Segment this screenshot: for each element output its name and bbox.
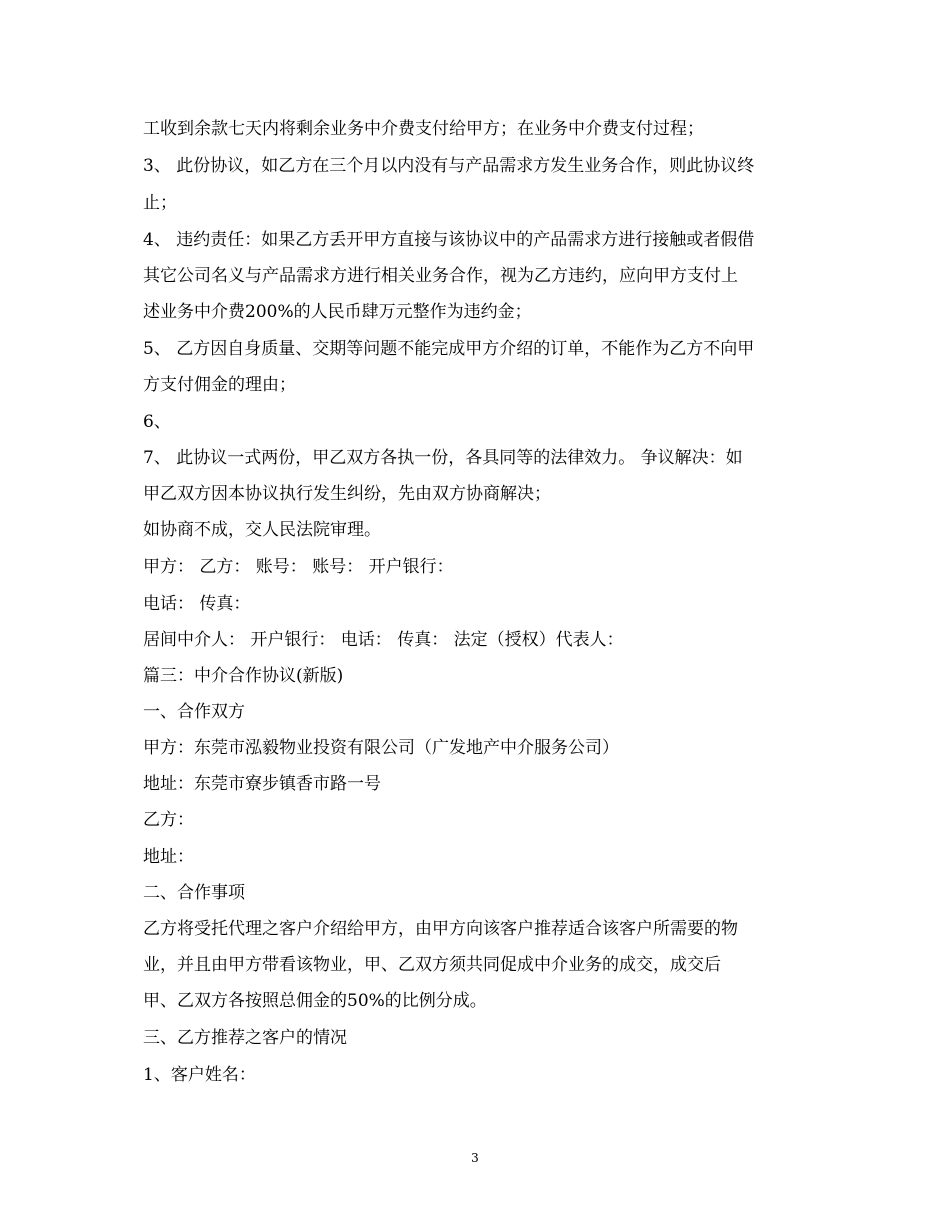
body-line: 甲乙双方因本协议执行发生纠纷，先由双方协商解决；: [143, 484, 551, 504]
body-line: 甲、乙双方各按照总佣金的50%的比例分成。: [143, 991, 487, 1011]
body-line: 甲方： 乙方： 账号： 账号： 开户银行：: [143, 557, 454, 577]
body-line: 5、 乙方因自身质量、交期等问题不能完成甲方介绍的订单，不能作为乙方不向甲: [143, 339, 755, 359]
body-line: 1、客户姓名：: [143, 1065, 256, 1085]
body-line: 居间中介人： 开户银行： 电话： 传真： 法定（授权）代表人：: [143, 630, 624, 650]
section-heading: 一、合作双方: [143, 702, 245, 722]
body-line: 7、 此协议一式两份，甲乙双方各执一份，各具同等的法律效力。 争议解决：如: [143, 448, 743, 468]
body-line: 地址：东莞市寮步镇香市路一号: [143, 774, 381, 794]
body-line: 方支付佣金的理由；: [143, 375, 296, 395]
body-line: 乙方：: [143, 810, 194, 830]
section-heading: 篇三：中介合作协议(新版): [143, 666, 344, 686]
body-line: 其它公司名义与产品需求方进行相关业务合作，视为乙方违约，应向甲方支付上: [143, 266, 738, 286]
section-heading: 三、乙方推荐之客户的情况: [143, 1028, 347, 1048]
body-line: 3、 此份协议，如乙方在三个月以内没有与产品需求方发生业务合作，则此协议终: [143, 156, 755, 176]
body-line: 6、: [143, 412, 171, 432]
body-line: 乙方将受托代理之客户介绍给甲方，由甲方向该客户推荐适合该客户所需要的物: [143, 919, 738, 939]
body-line: 述业务中介费200%的人民币肆万元整作为违约金；: [143, 302, 532, 322]
section-heading: 二、合作事项: [143, 883, 245, 903]
page-number: 3: [471, 1151, 479, 1165]
body-line: 工收到余款七天内将剩余业务中介费支付给甲方；在业务中介费支付过程；: [143, 119, 704, 139]
body-line: 甲方：东莞市泓毅物业投资有限公司（广发地产中介服务公司）: [143, 738, 619, 758]
body-line: 业，并且由甲方带看该物业，甲、乙双方须共同促成中介业务的成交，成交后: [143, 955, 721, 975]
body-line: 如协商不成，交人民法院审理。: [143, 520, 381, 540]
body-line: 地址：: [143, 847, 194, 867]
body-line: 止；: [143, 193, 177, 213]
body-line: 电话： 传真：: [143, 594, 251, 614]
body-line: 4、 违约责任：如果乙方丢开甲方直接与该协议中的产品需求方进行接触或者假借: [143, 230, 755, 250]
